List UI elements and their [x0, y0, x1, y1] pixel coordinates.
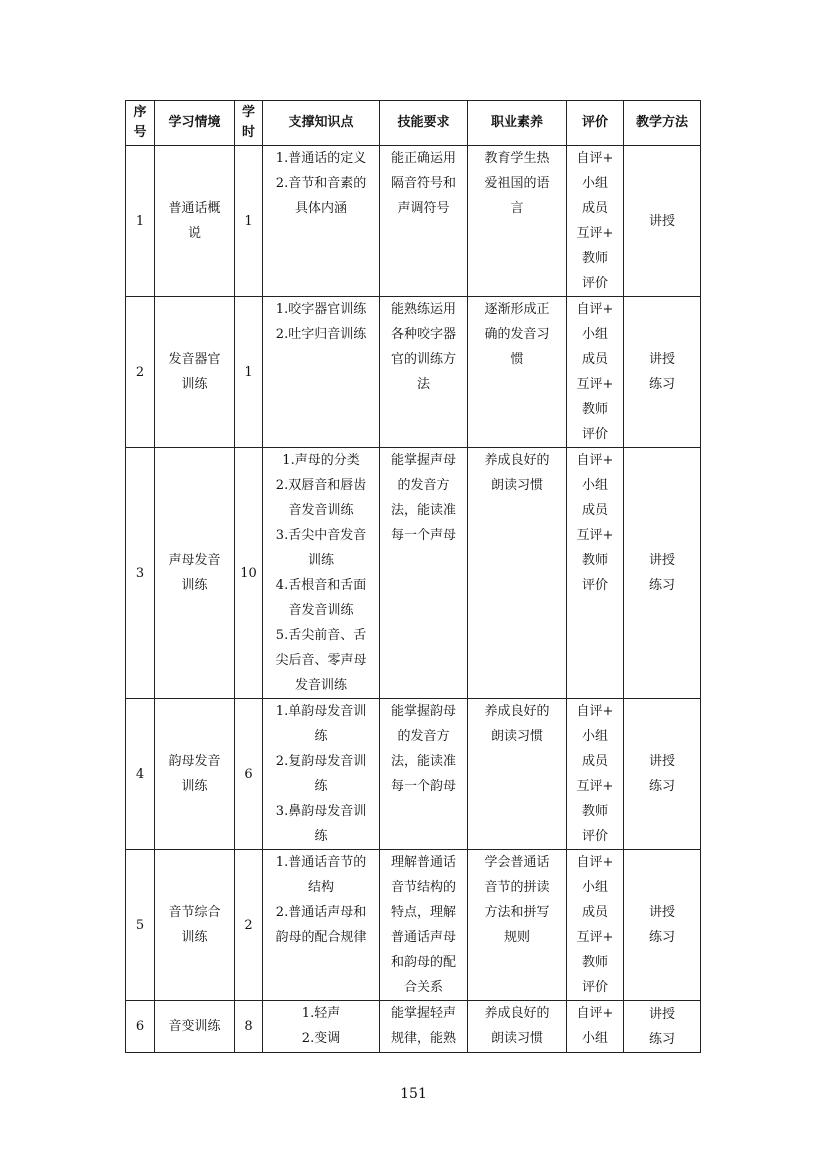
- cell-skills-line: 每一个韵母: [390, 779, 456, 794]
- cell-knowledge-line: 1.普通话音节的: [275, 855, 367, 870]
- cell-evaluation-line: 成员: [581, 905, 608, 920]
- cell-knowledge-line: 尖后音、零声母: [275, 653, 367, 668]
- cell-literacy-line: 教育学生热: [484, 151, 550, 166]
- cell-method-line: 讲授: [648, 213, 675, 229]
- cell-skills-line: 能掌握韵母: [390, 704, 456, 719]
- cell-evaluation-line: 小组: [581, 1031, 608, 1046]
- cell-scenario-line: 韵母发音: [168, 754, 221, 769]
- cell-index: 3: [126, 448, 155, 699]
- cell-evaluation-line: 教师: [581, 402, 608, 417]
- table-row: [126, 850, 701, 1001]
- cell-evaluation-line: 自评+: [576, 151, 614, 166]
- cell-knowledge-line: 3.舌尖中音发音: [275, 528, 367, 543]
- cell-evaluation: [567, 448, 624, 699]
- cell-method-line: 练习: [648, 930, 675, 945]
- cell-evaluation-line: 成员: [581, 754, 608, 769]
- cell-skills-line: 合关系: [403, 980, 443, 995]
- cell-method-line: 练习: [648, 578, 675, 593]
- cell-skills-line: 法，能读准: [390, 503, 456, 518]
- cell-method: [624, 146, 701, 297]
- cell-evaluation-line: 自评+: [576, 704, 614, 719]
- cell-skills: [380, 699, 468, 850]
- cell-skills-line: 和韵母的配: [390, 955, 456, 970]
- cell-skills-line: 规律，能熟: [390, 1031, 456, 1046]
- cell-knowledge-line: 结构: [307, 880, 334, 895]
- cell-scenario-line: 音节综合: [168, 905, 221, 920]
- cell-literacy-line: 学会普通话: [484, 855, 550, 870]
- cell-literacy: [468, 850, 567, 1001]
- cell-knowledge-line: 1.普通话的定义: [275, 151, 367, 166]
- cell-hours: 2: [235, 850, 263, 1001]
- cell-scenario-line: 普通话概: [168, 201, 221, 216]
- cell-evaluation-line: 教师: [581, 955, 608, 970]
- cell-literacy: [468, 699, 567, 850]
- cell-evaluation-line: 评价: [581, 276, 608, 291]
- header-knowledge: 支撑知识点: [263, 101, 380, 146]
- cell-evaluation-line: 成员: [581, 503, 608, 518]
- header-row: [126, 101, 701, 146]
- table-row: [126, 1001, 701, 1053]
- cell-skills: [380, 1001, 468, 1053]
- cell-scenario-line: 训练: [181, 578, 208, 593]
- cell-evaluation-line: 自评+: [576, 302, 614, 317]
- table-row: [126, 146, 701, 297]
- cell-literacy-line: 朗读习惯: [490, 1031, 543, 1046]
- cell-scenario-line: 训练: [181, 930, 208, 945]
- cell-knowledge-line: 2.普通话声母和: [275, 905, 367, 920]
- cell-method-line: 讲授: [648, 352, 675, 367]
- curriculum-table: [125, 100, 701, 1053]
- cell-scenario: [155, 146, 235, 297]
- cell-skills: [380, 850, 468, 1001]
- cell-skills-line: 的发音方: [397, 729, 450, 744]
- cell-method: [624, 850, 701, 1001]
- cell-evaluation-line: 教师: [581, 251, 608, 266]
- cell-evaluation-line: 自评+: [576, 453, 614, 468]
- cell-knowledge-line: 1.咬字器官训练: [275, 302, 367, 317]
- cell-knowledge: [263, 448, 380, 699]
- cell-scenario-line: 训练: [181, 779, 208, 794]
- cell-literacy-line: 惯: [510, 352, 524, 367]
- cell-knowledge: [263, 1001, 380, 1053]
- cell-method-line: 练习: [648, 377, 675, 392]
- cell-method-line: 讲授: [648, 553, 675, 568]
- cell-knowledge-line: 音发音训练: [288, 603, 354, 618]
- cell-literacy-line: 规则: [503, 930, 530, 945]
- cell-knowledge: [263, 146, 380, 297]
- cell-literacy: [468, 448, 567, 699]
- cell-evaluation-line: 小组: [581, 176, 608, 191]
- cell-literacy-line: 朗读习惯: [490, 729, 543, 744]
- cell-evaluation-line: 成员: [581, 352, 608, 367]
- cell-hours: 1: [235, 146, 263, 297]
- cell-hours: 8: [235, 1001, 263, 1053]
- cell-skills-line: 音节结构的: [390, 880, 456, 895]
- cell-skills-line: 特点，理解: [390, 905, 456, 920]
- header-hours: 学 时: [235, 101, 263, 146]
- cell-evaluation-line: 互评+: [576, 528, 614, 543]
- cell-knowledge-line: 1.声母的分类: [282, 453, 360, 468]
- cell-skills-line: 能熟练运用: [390, 302, 456, 317]
- cell-evaluation-line: 教师: [581, 553, 608, 568]
- cell-knowledge: [263, 850, 380, 1001]
- cell-evaluation-line: 评价: [581, 829, 608, 844]
- cell-evaluation-line: 小组: [581, 729, 608, 744]
- cell-skills-line: 声调符号: [397, 201, 450, 216]
- cell-skills-line: 的发音方: [397, 478, 450, 493]
- cell-literacy: [468, 1001, 567, 1053]
- cell-scenario-line: 音变训练: [168, 1019, 221, 1034]
- table-row: [126, 448, 701, 699]
- cell-literacy: [468, 146, 567, 297]
- cell-method: [624, 699, 701, 850]
- cell-hours: 10: [235, 448, 263, 699]
- cell-method: [624, 1001, 701, 1053]
- cell-index: 1: [126, 146, 155, 297]
- cell-literacy-line: 养成良好的: [484, 704, 550, 719]
- cell-literacy-line: 音节的拼读: [484, 880, 550, 895]
- header-skills: 技能要求: [380, 101, 468, 146]
- cell-knowledge-line: 练: [314, 829, 328, 844]
- cell-evaluation: [567, 1001, 624, 1053]
- cell-skills: [380, 448, 468, 699]
- cell-knowledge: [263, 699, 380, 850]
- cell-skills-line: 理解普通话: [390, 855, 456, 870]
- cell-knowledge-line: 训练: [307, 553, 334, 568]
- cell-index: 6: [126, 1001, 155, 1053]
- cell-knowledge-line: 1.单韵母发音训: [275, 704, 367, 719]
- cell-evaluation-line: 教师: [581, 804, 608, 819]
- cell-evaluation-line: 评价: [581, 980, 608, 995]
- cell-scenario-line: 发音器官: [168, 352, 221, 367]
- cell-evaluation-line: 小组: [581, 478, 608, 493]
- cell-skills-line: 能掌握声母: [390, 453, 456, 468]
- cell-skills-line: 隔音符号和: [390, 176, 456, 191]
- cell-evaluation-line: 成员: [581, 201, 608, 216]
- cell-knowledge-line: 练: [314, 779, 328, 794]
- cell-literacy-line: 养成良好的: [484, 1006, 550, 1021]
- cell-literacy-line: 确的发音习: [484, 327, 550, 342]
- cell-hours: 1: [235, 297, 263, 448]
- cell-scenario: [155, 448, 235, 699]
- header-method: 教学方法: [624, 101, 701, 146]
- cell-method: [624, 448, 701, 699]
- cell-index: 4: [126, 699, 155, 850]
- cell-skills-line: 法: [416, 377, 430, 392]
- cell-method-line: 讲授: [648, 754, 675, 769]
- cell-scenario: [155, 850, 235, 1001]
- cell-knowledge-line: 2.变调: [301, 1031, 341, 1046]
- cell-evaluation-line: 自评+: [576, 855, 614, 870]
- cell-evaluation: [567, 146, 624, 297]
- cell-knowledge-line: 3.鼻韵母发音训: [275, 804, 367, 819]
- cell-method: [624, 297, 701, 448]
- cell-literacy-line: 朗读习惯: [490, 478, 543, 493]
- cell-literacy-line: 方法和拼写: [484, 905, 550, 920]
- cell-skills-line: 法，能读准: [390, 754, 456, 769]
- cell-knowledge-line: 音发音训练: [288, 503, 354, 518]
- cell-scenario: [155, 297, 235, 448]
- cell-knowledge-line: 2.音节和音素的: [275, 176, 367, 191]
- cell-evaluation-line: 评价: [581, 427, 608, 442]
- cell-knowledge-line: 发音训练: [294, 678, 347, 693]
- cell-knowledge-line: 韵母的配合规律: [275, 930, 367, 945]
- cell-knowledge-line: 4.舌根音和舌面: [275, 578, 367, 593]
- cell-method-line: 练习: [648, 779, 675, 794]
- cell-skills-line: 能正确运用: [390, 151, 456, 166]
- cell-index: 2: [126, 297, 155, 448]
- table-row: [126, 699, 701, 850]
- header-literacy: 职业素养: [468, 101, 567, 146]
- cell-knowledge-line: 具体内涵: [294, 201, 347, 216]
- cell-knowledge-line: 1.轻声: [301, 1006, 341, 1021]
- cell-scenario-line: 训练: [181, 377, 208, 392]
- cell-skills-line: 普通话声母: [390, 930, 456, 945]
- cell-evaluation: [567, 699, 624, 850]
- cell-hours: 6: [235, 699, 263, 850]
- cell-method-line: 练习: [648, 1031, 675, 1047]
- cell-evaluation-line: 互评+: [576, 226, 614, 241]
- table-row: [126, 297, 701, 448]
- cell-skills: [380, 146, 468, 297]
- cell-knowledge-line: 2.双唇音和唇齿: [275, 478, 367, 493]
- cell-literacy: [468, 297, 567, 448]
- cell-skills-line: 各种咬字器: [390, 327, 456, 342]
- cell-scenario: [155, 699, 235, 850]
- cell-evaluation-line: 互评+: [576, 930, 614, 945]
- cell-skills-line: 官的训练方: [390, 352, 456, 367]
- cell-literacy-line: 爱祖国的语: [484, 176, 550, 191]
- cell-literacy-line: 言: [510, 201, 524, 216]
- cell-scenario-line: 说: [187, 226, 201, 241]
- cell-knowledge: [263, 297, 380, 448]
- cell-skills: [380, 297, 468, 448]
- table-body: [126, 146, 701, 1053]
- cell-knowledge-line: 2.吐字归音训练: [275, 327, 367, 342]
- cell-method-line: 讲授: [648, 905, 675, 920]
- cell-skills-line: 每一个声母: [390, 528, 456, 543]
- cell-evaluation: [567, 850, 624, 1001]
- cell-method-line: 讲授: [648, 1006, 675, 1022]
- cell-evaluation-line: 评价: [581, 578, 608, 593]
- header-evaluation: 评价: [567, 101, 624, 146]
- cell-evaluation-line: 互评+: [576, 377, 614, 392]
- cell-evaluation-line: 互评+: [576, 779, 614, 794]
- cell-index: 5: [126, 850, 155, 1001]
- cell-evaluation: [567, 297, 624, 448]
- cell-skills-line: 能掌握轻声: [390, 1006, 456, 1021]
- cell-scenario-line: 声母发音: [168, 553, 221, 568]
- cell-knowledge-line: 练: [314, 729, 328, 744]
- cell-evaluation-line: 小组: [581, 880, 608, 895]
- header-scenario: 学习情境: [155, 101, 235, 146]
- header-index: 序 号: [126, 101, 155, 146]
- cell-evaluation-line: 自评+: [576, 1006, 614, 1021]
- cell-literacy-line: 逐渐形成正: [484, 302, 550, 317]
- cell-literacy-line: 养成良好的: [484, 453, 550, 468]
- cell-knowledge-line: 2.复韵母发音训: [275, 754, 367, 769]
- cell-scenario: [155, 1001, 235, 1053]
- page-number: 151: [400, 1086, 427, 1102]
- cell-knowledge-line: 5.舌尖前音、舌: [275, 628, 367, 643]
- cell-evaluation-line: 小组: [581, 327, 608, 342]
